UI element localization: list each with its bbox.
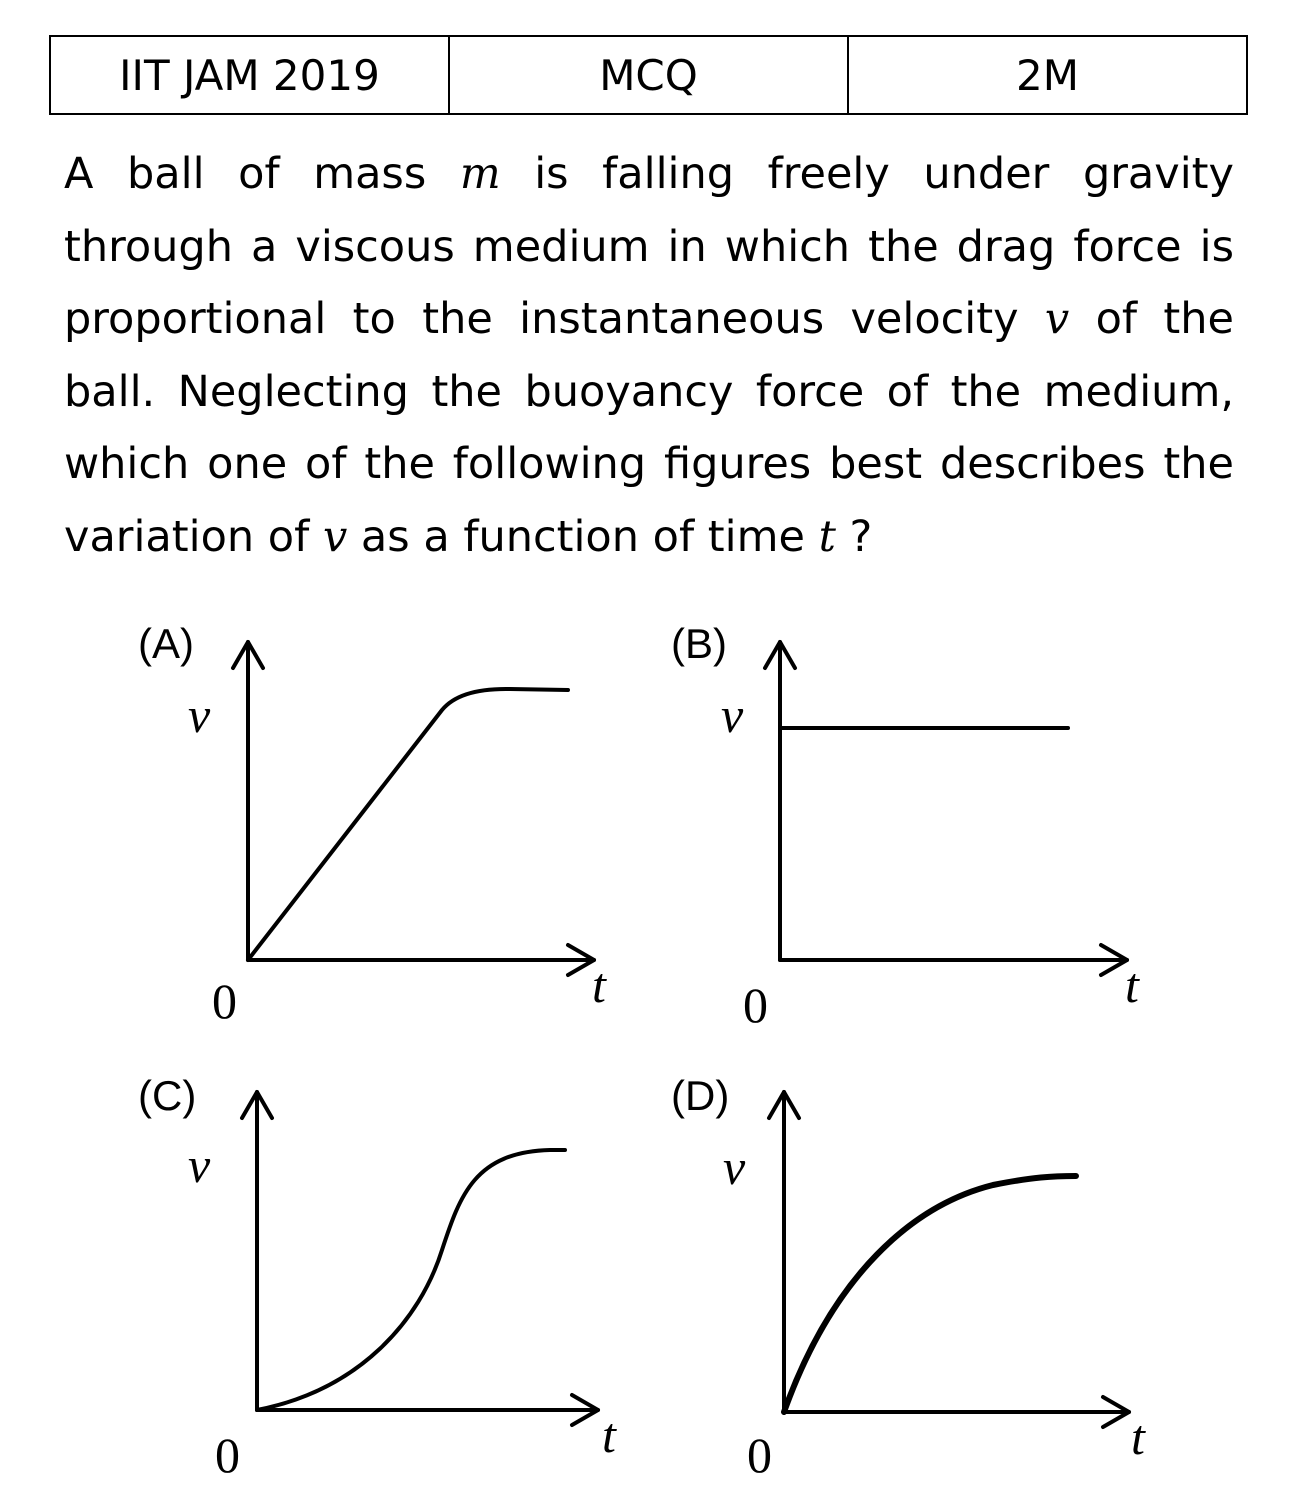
velocity-symbol: v (322, 511, 348, 562)
velocity-symbol: v (1044, 294, 1070, 344)
marks-cell: 2M (848, 36, 1247, 114)
question-type-cell: MCQ (449, 36, 848, 114)
question-part-5: ? (835, 511, 873, 562)
time-symbol: t (818, 511, 836, 562)
curve-c (257, 1150, 565, 1410)
option-c-label: (C) (138, 1072, 197, 1119)
option-a-label: (A) (138, 620, 194, 667)
question-text (64, 138, 1234, 573)
option-b-graph[interactable] (663, 610, 1223, 1050)
origin-label: 0 (743, 977, 768, 1033)
x-axis-label: t (602, 1407, 616, 1463)
x-axis-label: t (1125, 957, 1139, 1013)
curve-d (784, 1176, 1076, 1412)
x-axis-label: t (592, 957, 606, 1013)
x-axis-label: t (1131, 1409, 1145, 1465)
option-d-graph[interactable] (663, 1060, 1223, 1500)
question-part-4: as a function of time (347, 511, 819, 562)
option-c-graph[interactable] (130, 1060, 690, 1500)
option-b-label: (B) (671, 620, 727, 667)
y-axis-label: v (721, 687, 744, 743)
origin-label: 0 (212, 973, 237, 1029)
exam-name-cell: IIT JAM 2019 (50, 36, 449, 114)
y-axis-label: v (188, 1137, 211, 1193)
option-a-graph[interactable] (130, 610, 690, 1050)
question-part-2: is falling freely under gravity through a viscous medium in which the drag force is proportional to the instantaneous velocity (64, 149, 1234, 344)
question-part-3: of the ball. Neglecting the buoyancy force of the medium, which one of the following figures best describes the variation of (64, 294, 1234, 562)
y-axis-label: v (723, 1139, 746, 1195)
option-d-label: (D) (671, 1072, 730, 1119)
question-header-table (49, 35, 1248, 115)
question-part-1: A ball of mass (64, 149, 460, 199)
mass-symbol: m (459, 149, 501, 199)
origin-label: 0 (747, 1427, 772, 1483)
curve-a (248, 689, 568, 960)
origin-label: 0 (215, 1427, 240, 1483)
y-axis-label: v (188, 687, 211, 743)
